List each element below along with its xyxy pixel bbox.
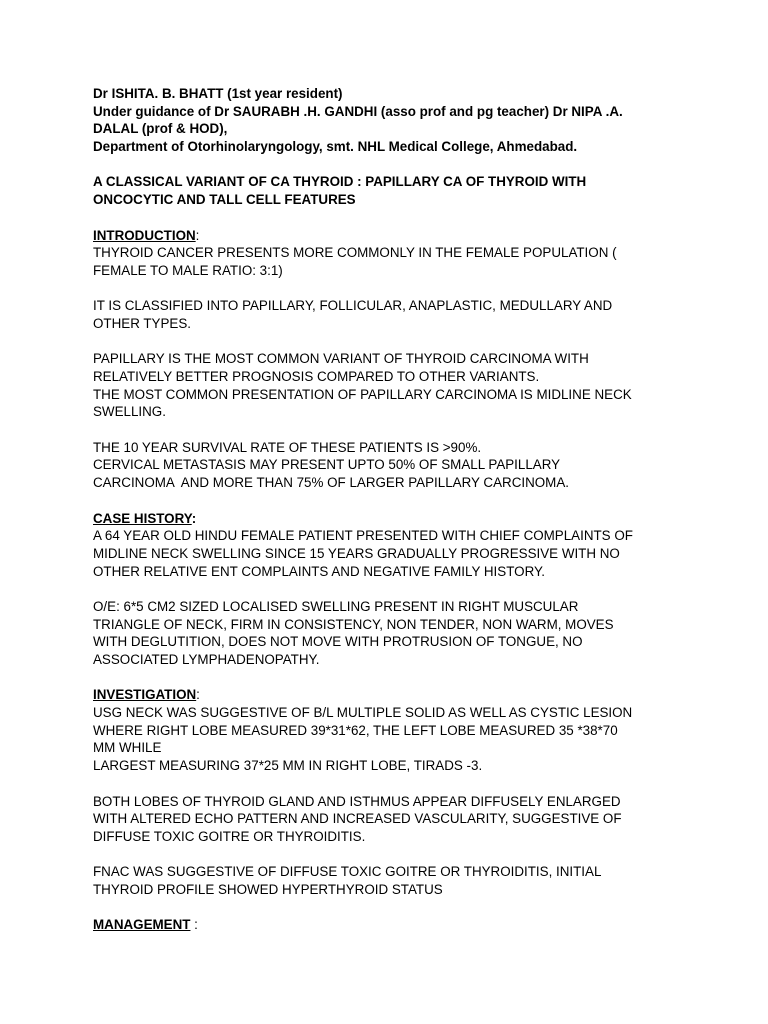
spacer	[93, 775, 683, 793]
body-line: LARGEST MEASURING 37*25 MM IN RIGHT LOBE, TIRADS -3.	[93, 758, 483, 774]
body-line: PAPILLARY IS THE MOST COMMON VARIANT OF THYROID CARCINOMA WITH	[93, 351, 589, 367]
introduction-heading-row	[93, 227, 683, 245]
body-line: BOTH LOBES OF THYROID GLAND AND ISTHMUS APPEAR DIFFUSELY ENLARGED	[93, 793, 621, 809]
guidance-line-2: DALAL (prof & HOD),	[93, 121, 228, 137]
spacer	[93, 899, 683, 917]
management-heading: MANAGEMENT	[93, 917, 191, 933]
author-line: Dr ISHITA. B. BHATT (1st year resident)	[93, 86, 343, 101]
investigation-heading-row	[93, 686, 683, 704]
spacer	[93, 280, 683, 298]
body-line: WHERE RIGHT LOBE MEASURED 39*31*62, THE LEFT LOBE MEASURED 35 *38*70	[93, 722, 618, 738]
body-line: ASSOCIATED LYMPHADENOPATHY.	[93, 652, 320, 667]
body-line: FNAC WAS SUGGESTIVE OF DIFFUSE TOXIC GOITRE OR THYROIDITIS, INITIAL	[93, 864, 602, 880]
body-line: USG NECK WAS SUGGESTIVE OF B/L MULTIPLE SOLID AS WELL AS CYSTIC LESION	[93, 705, 633, 721]
title-line-2: ONCOCYTIC AND TALL CELL FEATURES	[93, 192, 356, 208]
body-line: A 64 YEAR OLD HINDU FEMALE PATIENT PRESENTED WITH CHIEF COMPLAINTS OF	[93, 528, 633, 544]
investigation-heading-suffix: :	[196, 687, 200, 703]
case-history-body	[93, 527, 683, 669]
management-heading-suffix: :	[190, 917, 198, 933]
spacer	[93, 580, 683, 598]
body-line: OTHER TYPES.	[93, 315, 191, 331]
body-line: MM WHILE	[93, 740, 162, 756]
body-line: CARCINOMA AND MORE THAN 75% OF LARGER PAPILLARY CARCINOMA.	[93, 475, 569, 491]
body-line: THYROID CANCER PRESENTS MORE COMMONLY IN THE FEMALE POPULATION (	[93, 245, 617, 261]
spacer	[93, 421, 683, 439]
investigation-heading: INVESTIGATION	[93, 687, 197, 703]
introduction-heading-suffix: :	[195, 227, 200, 243]
document-page	[93, 85, 683, 934]
introduction-heading: INTRODUCTION	[93, 227, 196, 243]
body-line: IT IS CLASSIFIED INTO PAPILLARY, FOLLICULAR, ANAPLASTIC, MEDULLARY AND	[93, 298, 613, 314]
body-line: THE MOST COMMON PRESENTATION OF PAPILLARY CARCINOMA IS MIDLINE NECK	[93, 386, 632, 402]
spacer	[93, 333, 683, 351]
body-line: TRIANGLE OF NECK, FIRM IN CONSISTENCY, NON TENDER, NON WARM, MOVES	[93, 616, 614, 632]
case-history-heading: CASE HISTORY	[93, 510, 192, 526]
body-line: MIDLINE NECK SWELLING SINCE 15 YEARS GRADUALLY PROGRESSIVE WITH NO	[93, 545, 620, 561]
spacer	[93, 669, 683, 687]
management-heading-row	[93, 916, 683, 934]
body-line: RELATIVELY BETTER PROGNOSIS COMPARED TO OTHER VARIANTS.	[93, 369, 540, 384]
body-line: SWELLING.	[93, 404, 166, 420]
body-line: WITH ALTERED ECHO PATTERN AND INCREASED VASCULARITY, SUGGESTIVE OF	[93, 811, 622, 827]
body-line: DIFFUSE TOXIC GOITRE OR THYROIDITIS.	[93, 828, 366, 844]
body-line: OTHER RELATIVE ENT COMPLAINTS AND NEGATIVE FAMILY HISTORY.	[93, 563, 545, 579]
body-line: CERVICAL METASTASIS MAY PRESENT UPTO 50% OF SMALL PAPILLARY	[93, 457, 561, 473]
investigation-body	[93, 704, 683, 899]
guidance-line-1: Under guidance of Dr SAURABH .H. GANDHI (asso prof and pg teacher) Dr NIPA .A.	[93, 103, 623, 119]
spacer	[93, 156, 683, 174]
introduction-body	[93, 244, 683, 492]
body-line: WITH DEGLUTITION, DOES NOT MOVE WITH PROTRUSION OF TONGUE, NO	[93, 634, 583, 650]
case-history-heading-row	[93, 510, 683, 528]
body-line: THE 10 YEAR SURVIVAL RATE OF THESE PATIENTS IS >90%.	[93, 439, 482, 455]
spacer	[93, 209, 683, 227]
spacer	[93, 492, 683, 510]
department-line: Department of Otorhinolaryngology, smt. NHL Medical College, Ahmedabad.	[93, 139, 578, 155]
title-line-1: A CLASSICAL VARIANT OF CA THYROID : PAPILLARY CA OF THYROID WITH	[93, 174, 587, 190]
body-line: THYROID PROFILE SHOWED HYPERTHYROID STATUS	[93, 881, 443, 897]
case-history-heading-suffix: :	[191, 510, 197, 526]
body-line: O/E: 6*5 CM2 SIZED LOCALISED SWELLING PRESENT IN RIGHT MUSCULAR	[93, 598, 579, 614]
spacer	[93, 846, 683, 864]
body-line: FEMALE TO MALE RATIO: 3:1)	[93, 262, 283, 278]
